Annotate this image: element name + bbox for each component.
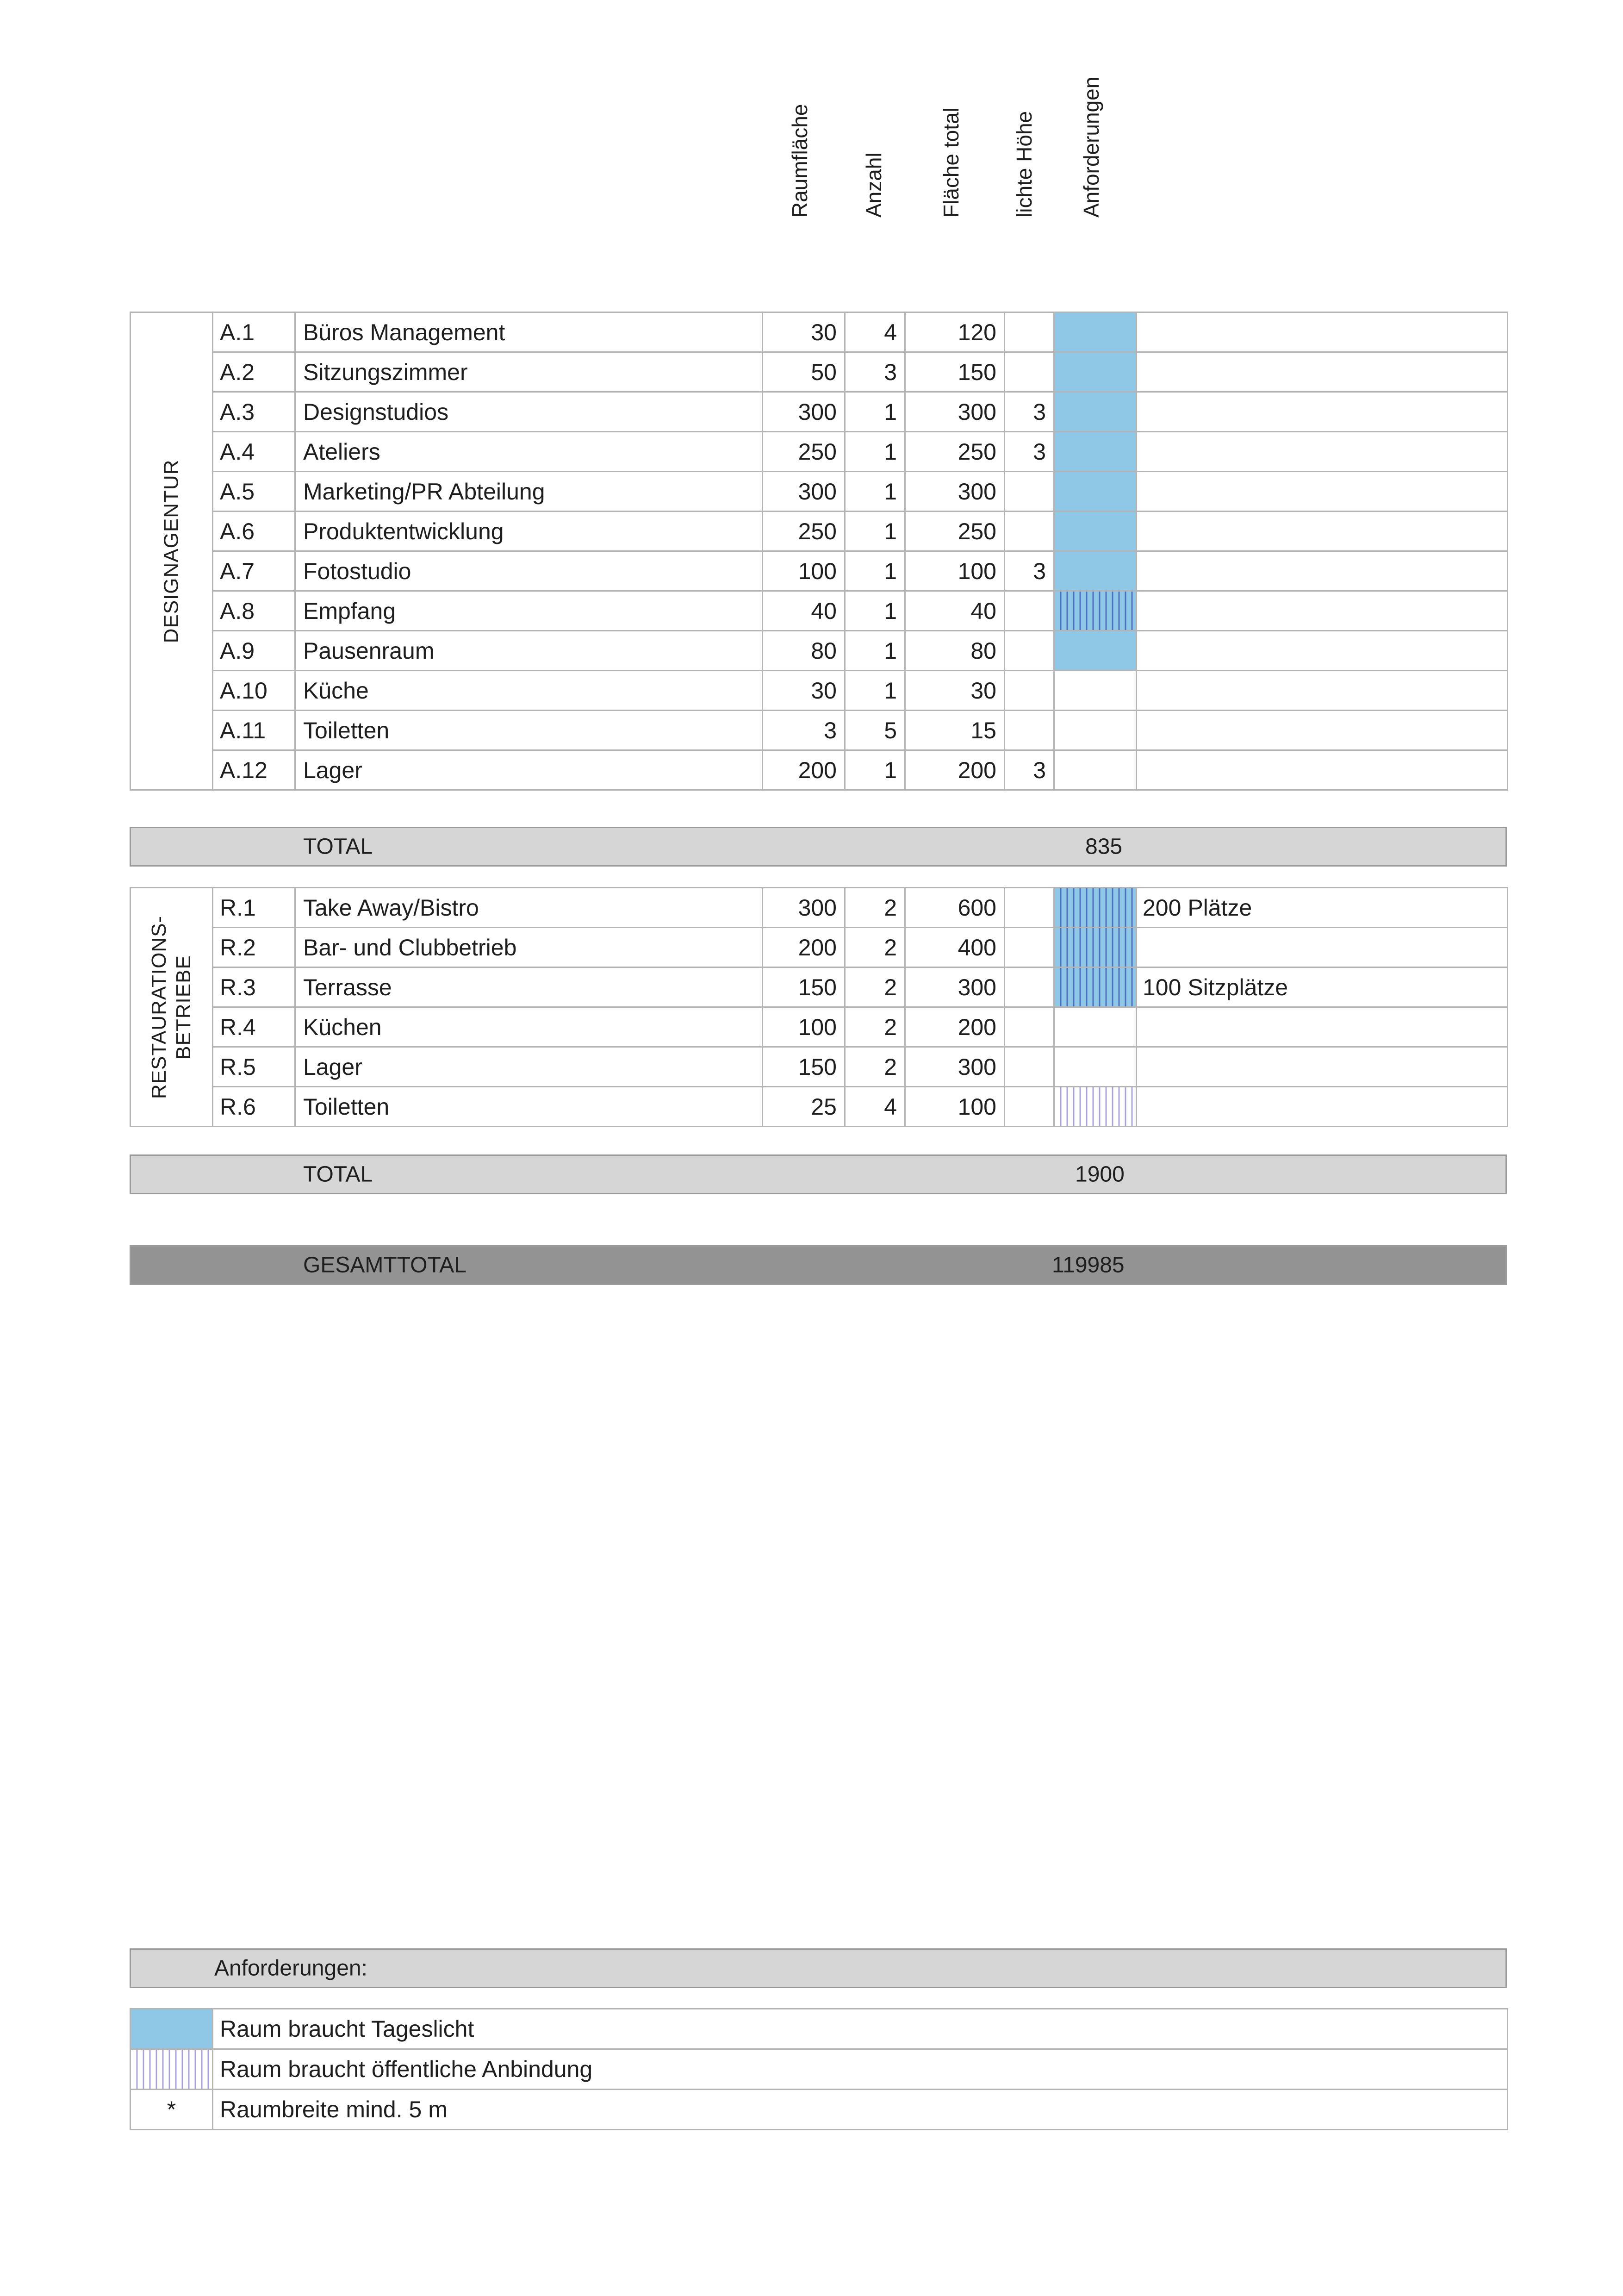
room-count: 4 — [845, 312, 905, 352]
room-name: Toiletten — [295, 711, 763, 750]
room-area: 100 — [763, 551, 845, 591]
room-code: A.2 — [213, 352, 295, 392]
room-total-area: 300 — [905, 472, 1005, 512]
room-clear-height — [1005, 631, 1054, 671]
room-count: 2 — [845, 888, 905, 928]
table-row — [131, 1047, 1508, 1087]
designagentur-total-bar — [130, 827, 1507, 867]
room-code: R.3 — [213, 967, 295, 1007]
requirement-swatch — [1054, 631, 1137, 671]
room-count: 2 — [845, 928, 905, 967]
room-name: Ateliers — [295, 432, 763, 472]
room-name: Terrasse — [295, 967, 763, 1007]
table-row — [131, 512, 1508, 551]
room-area: 3 — [763, 711, 845, 750]
table-row — [131, 888, 1508, 928]
gesamttotal-bar — [130, 1245, 1507, 1285]
room-code: A.8 — [213, 591, 295, 631]
room-clear-height — [1005, 1047, 1054, 1087]
room-note — [1137, 512, 1508, 551]
legend-row-tageslicht — [131, 2009, 1508, 2049]
requirement-swatch — [1054, 352, 1137, 392]
room-code: R.5 — [213, 1047, 295, 1087]
room-code: A.7 — [213, 551, 295, 591]
room-name: Küchen — [295, 1007, 763, 1047]
room-code: A.10 — [213, 671, 295, 711]
room-note — [1137, 312, 1508, 352]
room-area: 150 — [763, 1047, 845, 1087]
room-area: 300 — [763, 888, 845, 928]
room-total-area: 400 — [905, 928, 1005, 967]
room-clear-height — [1005, 711, 1054, 750]
restauration-group-label-line2: BETRIEBE — [172, 955, 195, 1060]
room-clear-height — [1005, 1087, 1054, 1127]
table-row — [131, 1007, 1508, 1047]
room-area: 50 — [763, 352, 845, 392]
room-total-area: 300 — [905, 1047, 1005, 1087]
room-code: R.2 — [213, 928, 295, 967]
table-row — [131, 591, 1508, 631]
room-total-area: 40 — [905, 591, 1005, 631]
room-total-area: 15 — [905, 711, 1005, 750]
room-name: Küche — [295, 671, 763, 711]
restauration-table — [130, 887, 1508, 1127]
legend-swatch-public-access — [131, 2049, 213, 2090]
room-note — [1137, 1047, 1508, 1087]
room-code: A.5 — [213, 472, 295, 512]
room-area: 300 — [763, 392, 845, 432]
column-header-flaeche-total: Fläche total — [939, 107, 963, 218]
room-count: 4 — [845, 1087, 905, 1127]
designagentur-table — [130, 312, 1508, 791]
room-note — [1137, 551, 1508, 591]
table-row — [131, 472, 1508, 512]
room-clear-height — [1005, 967, 1054, 1007]
room-area: 250 — [763, 432, 845, 472]
room-name: Marketing/PR Abteilung — [295, 472, 763, 512]
legend-text-room-width: Raumbreite mind. 5 m — [213, 2090, 1508, 2130]
table-row — [131, 671, 1508, 711]
room-note: 200 Plätze — [1137, 888, 1508, 928]
designagentur-group-label: DESIGNAGENTUR — [160, 459, 183, 643]
room-clear-height — [1005, 1007, 1054, 1047]
room-clear-height — [1005, 928, 1054, 967]
designagentur-total-label: TOTAL — [303, 834, 373, 859]
room-area: 100 — [763, 1007, 845, 1047]
room-total-area: 250 — [905, 512, 1005, 551]
room-count: 1 — [845, 472, 905, 512]
room-name: Fotostudio — [295, 551, 763, 591]
requirement-swatch — [1054, 312, 1137, 352]
requirement-swatch — [1054, 432, 1137, 472]
room-count: 2 — [845, 1007, 905, 1047]
room-total-area: 100 — [905, 1087, 1005, 1127]
requirement-swatch — [1054, 928, 1137, 967]
room-total-area: 600 — [905, 888, 1005, 928]
room-total-area: 200 — [905, 750, 1005, 790]
column-header-anzahl: Anzahl — [862, 152, 886, 218]
room-count: 5 — [845, 711, 905, 750]
room-count: 3 — [845, 352, 905, 392]
requirement-swatch — [1054, 967, 1137, 1007]
room-clear-height — [1005, 591, 1054, 631]
requirement-swatch — [1054, 551, 1137, 591]
room-area: 30 — [763, 312, 845, 352]
room-area: 200 — [763, 750, 845, 790]
room-code: A.9 — [213, 631, 295, 671]
room-note — [1137, 711, 1508, 750]
room-clear-height — [1005, 888, 1054, 928]
room-count: 1 — [845, 512, 905, 551]
room-total-area: 250 — [905, 432, 1005, 472]
restauration-group-label — [147, 915, 196, 1098]
room-note — [1137, 392, 1508, 432]
legend-row-raumbreite — [131, 2090, 1508, 2130]
restauration-total-value: 1900 — [1075, 1162, 1125, 1187]
designagentur-total-value: 835 — [1085, 834, 1123, 859]
designagentur-group-label-cell — [131, 312, 213, 790]
room-clear-height: 3 — [1005, 750, 1054, 790]
room-clear-height: 3 — [1005, 392, 1054, 432]
room-area: 30 — [763, 671, 845, 711]
room-code: A.3 — [213, 392, 295, 432]
table-row — [131, 352, 1508, 392]
room-name: Empfang — [295, 591, 763, 631]
room-code: R.4 — [213, 1007, 295, 1047]
room-clear-height — [1005, 472, 1054, 512]
room-name: Sitzungszimmer — [295, 352, 763, 392]
room-clear-height: 3 — [1005, 432, 1054, 472]
table-row — [131, 631, 1508, 671]
restauration-group-label-line1: RESTAURATIONS- — [147, 915, 170, 1099]
requirement-swatch — [1054, 711, 1137, 750]
room-count: 2 — [845, 967, 905, 1007]
table-row — [131, 967, 1508, 1007]
room-area: 40 — [763, 591, 845, 631]
room-area: 200 — [763, 928, 845, 967]
room-note — [1137, 671, 1508, 711]
room-note — [1137, 631, 1508, 671]
room-name: Toiletten — [295, 1087, 763, 1127]
room-name: Bar- und Clubbetrieb — [295, 928, 763, 967]
room-note — [1137, 352, 1508, 392]
requirement-swatch — [1054, 888, 1137, 928]
room-total-area: 150 — [905, 352, 1005, 392]
room-count: 1 — [845, 631, 905, 671]
legend-text-public-access: Raum braucht öffentliche Anbindung — [213, 2049, 1508, 2090]
room-total-area: 300 — [905, 967, 1005, 1007]
room-note — [1137, 750, 1508, 790]
gesamttotal-value: 119985 — [1052, 1253, 1125, 1278]
room-clear-height: 3 — [1005, 551, 1054, 591]
room-note — [1137, 432, 1508, 472]
room-name: Lager — [295, 750, 763, 790]
room-clear-height — [1005, 312, 1054, 352]
room-clear-height — [1005, 352, 1054, 392]
room-name: Lager — [295, 1047, 763, 1087]
room-count: 1 — [845, 551, 905, 591]
room-count: 1 — [845, 671, 905, 711]
room-note: 100 Sitzplätze — [1137, 967, 1508, 1007]
room-name: Pausenraum — [295, 631, 763, 671]
room-note — [1137, 1087, 1508, 1127]
room-total-area: 80 — [905, 631, 1005, 671]
column-header-lichte-hoehe: lichte Höhe — [1012, 111, 1036, 218]
legend-row-anbindung — [131, 2049, 1508, 2090]
room-clear-height — [1005, 512, 1054, 551]
room-total-area: 200 — [905, 1007, 1005, 1047]
restauration-total-bar — [130, 1154, 1507, 1194]
restauration-group-label-cell — [131, 888, 213, 1127]
room-note — [1137, 928, 1508, 967]
room-code: R.1 — [213, 888, 295, 928]
table-row — [131, 1087, 1508, 1127]
table-row — [131, 750, 1508, 790]
room-area: 80 — [763, 631, 845, 671]
requirement-swatch — [1054, 512, 1137, 551]
requirement-swatch — [1054, 1047, 1137, 1087]
room-code: R.6 — [213, 1087, 295, 1127]
legend-swatch-daylight — [131, 2009, 213, 2049]
room-total-area: 100 — [905, 551, 1005, 591]
table-row — [131, 928, 1508, 967]
room-clear-height — [1005, 671, 1054, 711]
room-name: Take Away/Bistro — [295, 888, 763, 928]
legend-header — [130, 1948, 1507, 1988]
room-count: 1 — [845, 750, 905, 790]
table-row — [131, 551, 1508, 591]
legend-text-daylight: Raum braucht Tageslicht — [213, 2009, 1508, 2049]
requirement-swatch — [1054, 392, 1137, 432]
requirement-swatch — [1054, 472, 1137, 512]
room-count: 1 — [845, 591, 905, 631]
room-count: 1 — [845, 432, 905, 472]
room-area: 250 — [763, 512, 845, 551]
room-note — [1137, 1007, 1508, 1047]
table-row — [131, 432, 1508, 472]
room-count: 1 — [845, 392, 905, 432]
room-total-area: 300 — [905, 392, 1005, 432]
column-header-anforderungen: Anforderungen — [1079, 76, 1103, 218]
requirement-swatch — [1054, 1087, 1137, 1127]
restauration-total-label: TOTAL — [303, 1162, 373, 1187]
room-name: Produktentwicklung — [295, 512, 763, 551]
room-note — [1137, 472, 1508, 512]
room-area: 150 — [763, 967, 845, 1007]
table-row — [131, 312, 1508, 352]
room-code: A.1 — [213, 312, 295, 352]
legend-table — [130, 2008, 1508, 2130]
legend-title: Anforderungen: — [214, 1956, 367, 1981]
room-total-area: 30 — [905, 671, 1005, 711]
room-code: A.4 — [213, 432, 295, 472]
room-name: Büros Management — [295, 312, 763, 352]
room-code: A.12 — [213, 750, 295, 790]
room-name: Designstudios — [295, 392, 763, 432]
room-note — [1137, 591, 1508, 631]
requirement-swatch — [1054, 750, 1137, 790]
requirement-swatch — [1054, 591, 1137, 631]
table-row — [131, 392, 1508, 432]
room-area: 25 — [763, 1087, 845, 1127]
room-code: A.6 — [213, 512, 295, 551]
room-area: 300 — [763, 472, 845, 512]
room-code: A.11 — [213, 711, 295, 750]
column-header-raumflaeche: Raumfläche — [788, 104, 812, 218]
legend-asterisk: * — [131, 2090, 213, 2130]
room-total-area: 120 — [905, 312, 1005, 352]
table-row — [131, 711, 1508, 750]
gesamttotal-label: GESAMTTOTAL — [303, 1253, 466, 1278]
requirement-swatch — [1054, 671, 1137, 711]
requirement-swatch — [1054, 1007, 1137, 1047]
room-count: 2 — [845, 1047, 905, 1087]
